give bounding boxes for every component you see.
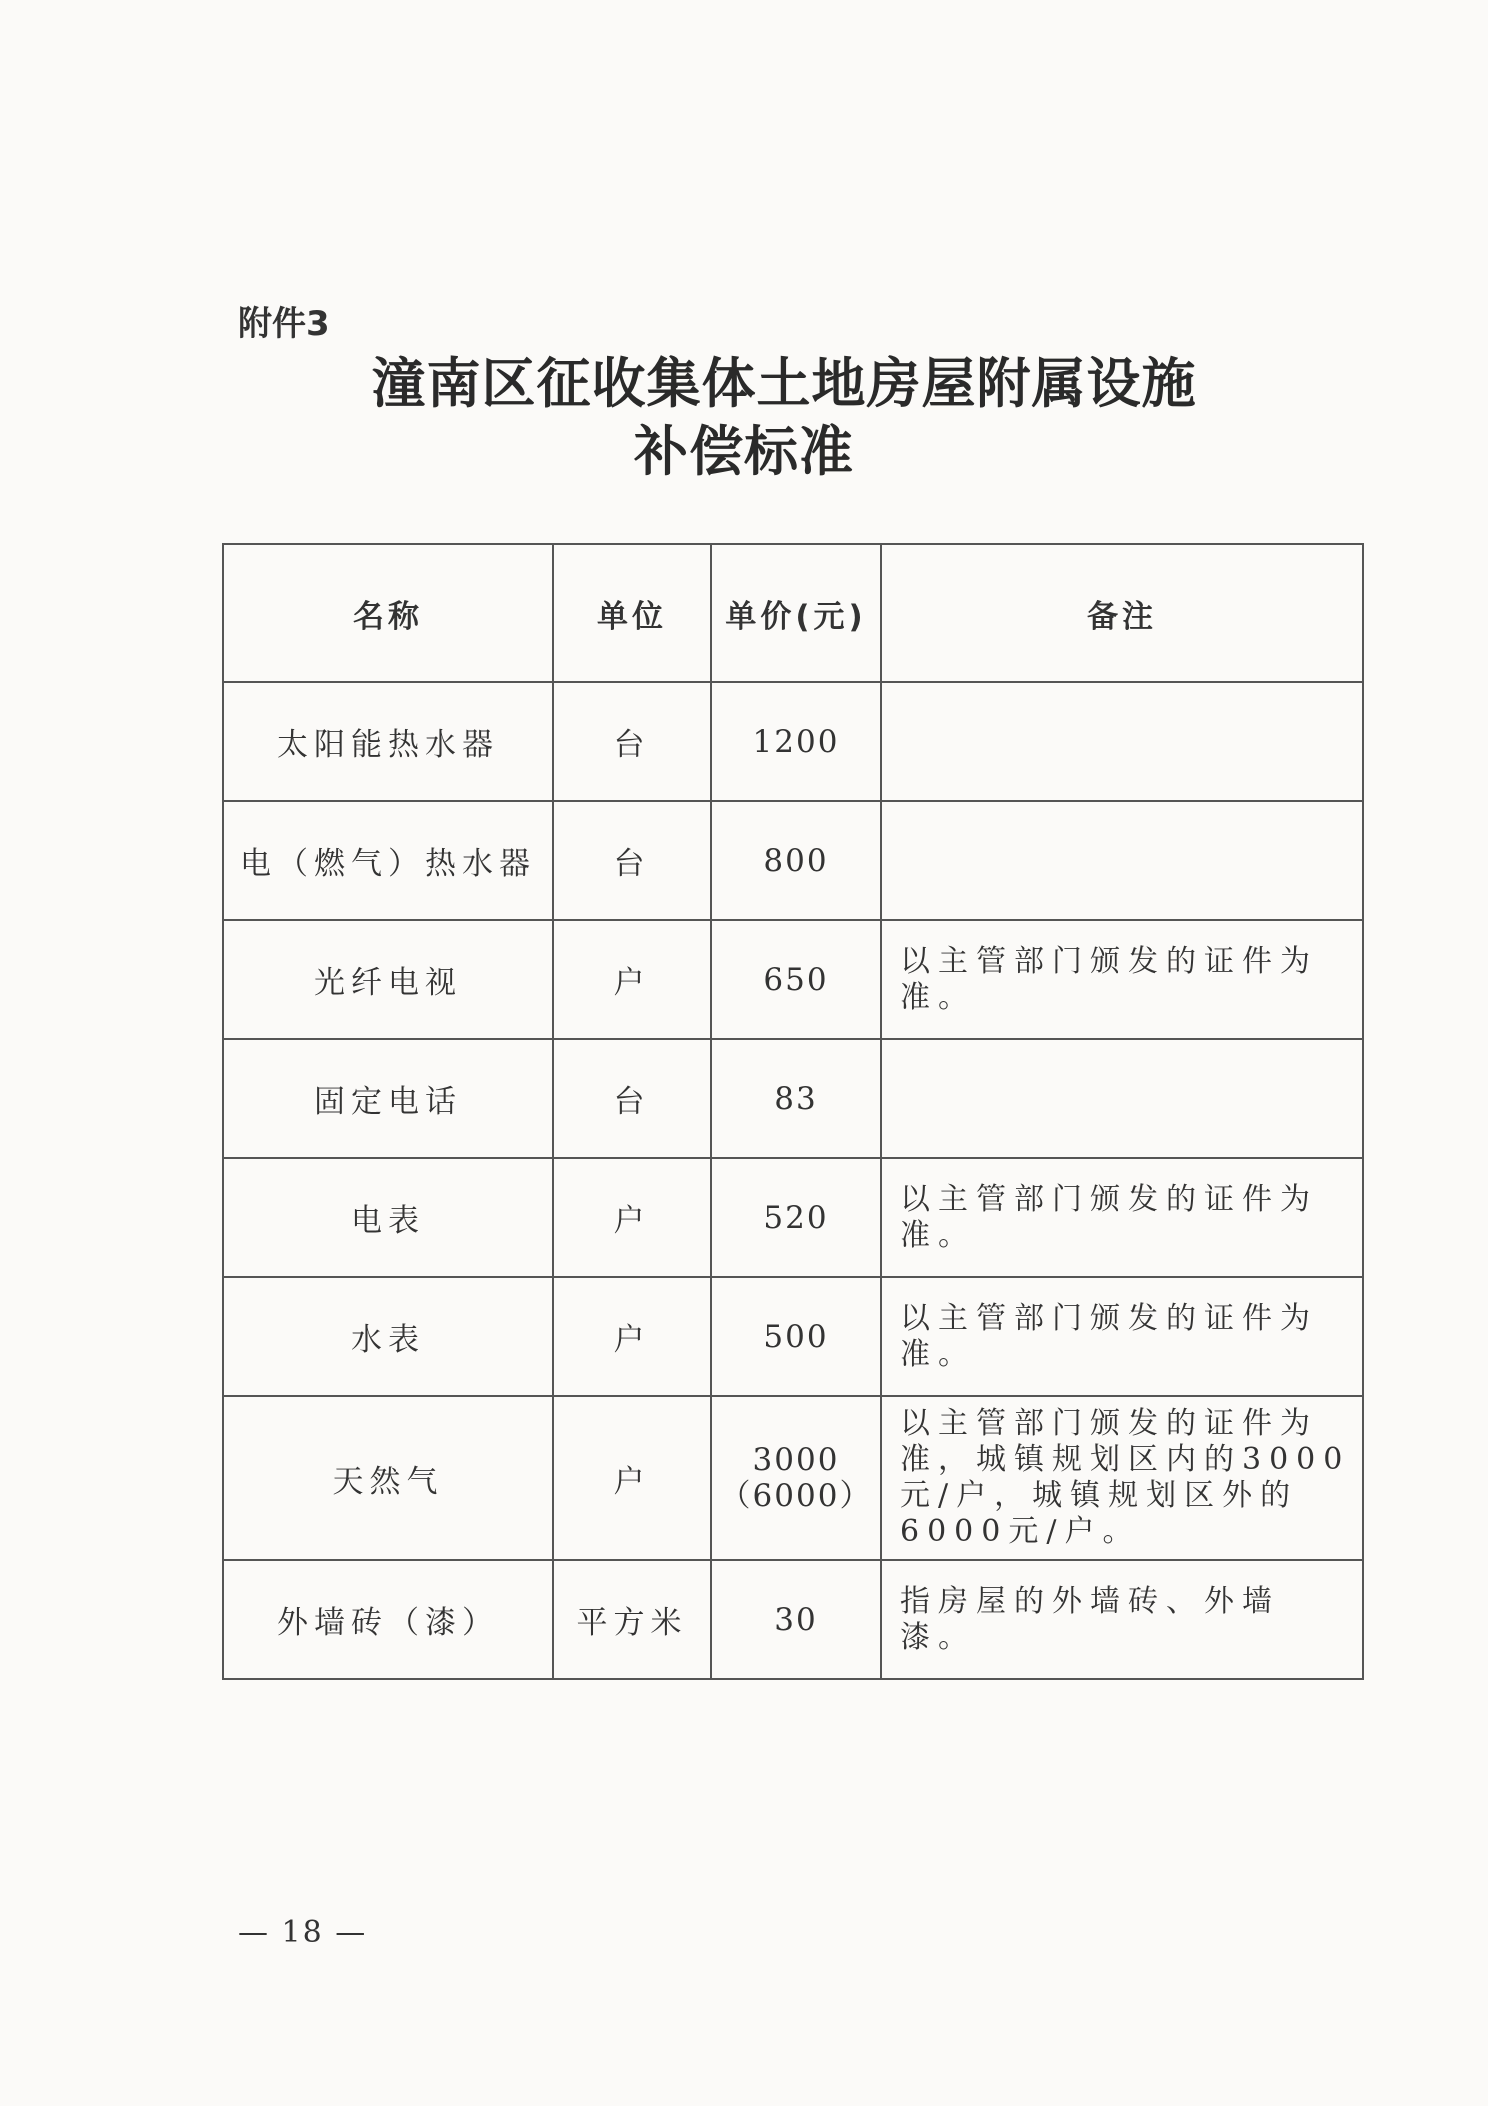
cell-unit: 户 [553,1277,711,1396]
cell-name: 电（燃气）热水器 [223,801,553,920]
cell-note: 以主管部门颁发的证件为准。 [881,1277,1363,1396]
attachment-label: 附件3 [238,304,330,344]
cell-name: 太阳能热水器 [223,682,553,801]
cell-price: 83 [711,1039,881,1158]
cell-note: 以主管部门颁发的证件为准。 [881,1158,1363,1277]
cell-name: 外墙砖（漆） [223,1560,553,1679]
title-line-1: 潼南区征收集体土地房屋附属设施 [371,352,1197,415]
header-name: 名称 [223,544,553,682]
cell-note: 以主管部门颁发的证件为准，城镇规划区内的3000元/户，城镇规划区外的6000元/户。 [881,1396,1363,1560]
cell-price: 500 [711,1277,881,1396]
header-price: 单价(元) [711,544,881,682]
cell-unit: 台 [553,682,711,801]
cell-name: 电表 [223,1158,553,1277]
cell-note [881,1039,1363,1158]
cell-note: 指房屋的外墙砖、外墙漆。 [881,1560,1363,1679]
cell-price: 650 [711,920,881,1039]
compensation-table [222,543,1364,1680]
cell-unit: 户 [553,1396,711,1560]
page-number: — 18 — [238,1915,368,1950]
table-header-row [223,544,1363,682]
table-row [223,920,1363,1039]
cell-unit: 台 [553,801,711,920]
cell-unit: 户 [553,920,711,1039]
document-title [0,350,1488,486]
cell-name: 固定电话 [223,1039,553,1158]
cell-name: 水表 [223,1277,553,1396]
cell-note [881,801,1363,920]
cell-unit: 户 [553,1158,711,1277]
table-row [223,1039,1363,1158]
cell-price: 520 [711,1158,881,1277]
table-row [223,682,1363,801]
table-row [223,1277,1363,1396]
header-note: 备注 [881,544,1363,682]
cell-name: 光纤电视 [223,920,553,1039]
table-row [223,1560,1363,1679]
cell-price: 3000（6000） [711,1396,881,1560]
cell-price: 1200 [711,682,881,801]
cell-note: 以主管部门颁发的证件为准。 [881,920,1363,1039]
cell-name: 天然气 [223,1396,553,1560]
cell-note [881,682,1363,801]
title-line-2: 补偿标准 [634,420,854,483]
table-row [223,801,1363,920]
cell-unit: 台 [553,1039,711,1158]
table-row [223,1158,1363,1277]
cell-price: 800 [711,801,881,920]
cell-unit: 平方米 [553,1560,711,1679]
header-unit: 单位 [553,544,711,682]
cell-price: 30 [711,1560,881,1679]
table-row [223,1396,1363,1560]
